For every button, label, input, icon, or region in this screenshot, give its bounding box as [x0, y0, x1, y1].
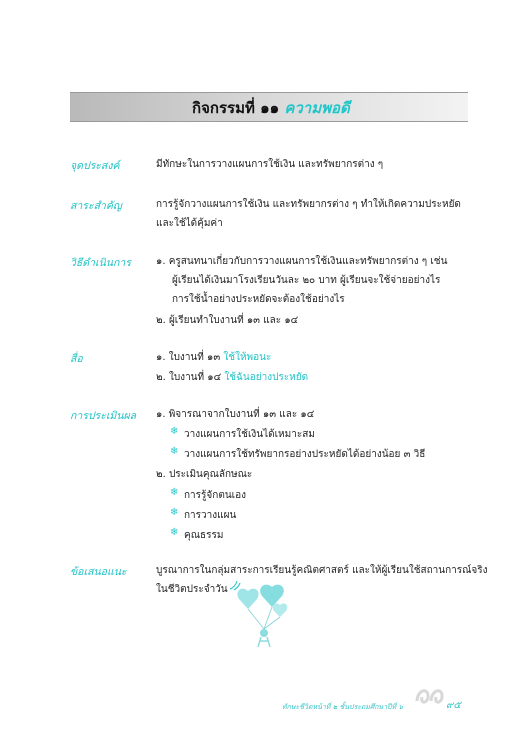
essence-line: และใช้ได้คุ้มค่า: [156, 218, 223, 229]
snowflake-bullet-icon: ❄: [170, 426, 179, 437]
heart-balloons-illustration: [234, 583, 296, 649]
suggestion-label: ข้อเสนอแนะ: [70, 566, 127, 578]
essence-label: สาระสำคัญ: [70, 200, 122, 212]
evaluation-subitem: วางแผนการใช้ทรัพยากรอย่างประหยัดได้อย่างน้อย ๓ วิธี: [184, 449, 426, 460]
snowflake-bullet-icon: ❄: [170, 446, 179, 457]
evaluation-line: ๑. พิจารณาจากใบงานที่ ๑๓ และ ๑๔: [156, 409, 315, 420]
media-item-prefix: ๒. ใบงานที่ ๑๔: [156, 372, 225, 383]
objective-label: จุดประสงค์: [70, 160, 120, 172]
suggestion-line: บูรณาการในกลุ่มสาระการเรียนรู้คณิตศาสตร์ และให้ผู้เรียนใช้สถานการณ์จริง: [156, 565, 488, 576]
media-label: สื่อ: [70, 353, 83, 365]
evaluation-subitem: คุณธรรม: [184, 530, 224, 541]
evaluation-subitem: การรู้จักตนเอง: [184, 490, 246, 501]
decorative-number-graphic: [414, 683, 444, 707]
method-line: ผู้เรียนได้เงินมาโรงเรียนวันละ ๒๐ บาท ผู้เรียนจะใช้จ่ายอย่างไร: [172, 275, 441, 286]
page-title: [192, 96, 350, 120]
snowflake-bullet-icon: ❄: [170, 487, 179, 498]
media-item: [156, 350, 271, 365]
objective-line: มีทักษะในการวางแผนการใช้เงิน และทรัพยากรต่าง ๆ: [156, 159, 384, 170]
essence-line: การรู้จักวางแผนการใช้เงิน และทรัพยากรต่าง ๆ ทำให้เกิดความประหยัด: [156, 199, 461, 210]
media-item-accent: ใช้ฉันอย่างประหยัด: [224, 372, 309, 383]
media-item-accent: ใช้ให้พอนะ: [223, 352, 272, 363]
suggestion-line: ในชีวิตประจำวัน: [156, 584, 228, 595]
method-line: ๑. ครูสนทนาเกี่ยวกับการวางแผนการใช้เงินและทรัพยากรต่าง ๆ เช่น: [156, 256, 448, 267]
evaluation-subitem: วางแผนการใช้เงินได้เหมาะสม: [184, 429, 315, 440]
method-label: วิธีดำเนินการ: [70, 257, 131, 269]
media-item-prefix: ๑. ใบงานที่ ๑๓: [156, 352, 224, 363]
page-number: ๙๕: [446, 700, 461, 711]
evaluation-line: ๒. ประเมินคุณลักษณะ: [156, 469, 253, 480]
method-line: ๒. ผู้เรียนทำใบงานที่ ๑๓ และ ๑๔: [156, 315, 299, 326]
evaluation-label: การประเมินผล: [70, 410, 137, 422]
snowflake-bullet-icon: ❄: [170, 527, 179, 538]
evaluation-subitem: การวางแผน: [184, 510, 237, 521]
title-prefix: กิจกรรมที่ ๑๑: [192, 99, 280, 117]
media-item: [156, 370, 308, 385]
snowflake-bullet-icon: ❄: [170, 507, 179, 518]
footer-book-title: ทักษะชีวิตหน้าที่ ๒ ชั้นประถมศึกษาปีที่ ๖: [282, 703, 403, 711]
title-accent: ความพอดี: [284, 99, 350, 117]
method-line: การใช้น้ำอย่างประหยัดจะต้องใช้อย่างไร: [172, 294, 345, 305]
